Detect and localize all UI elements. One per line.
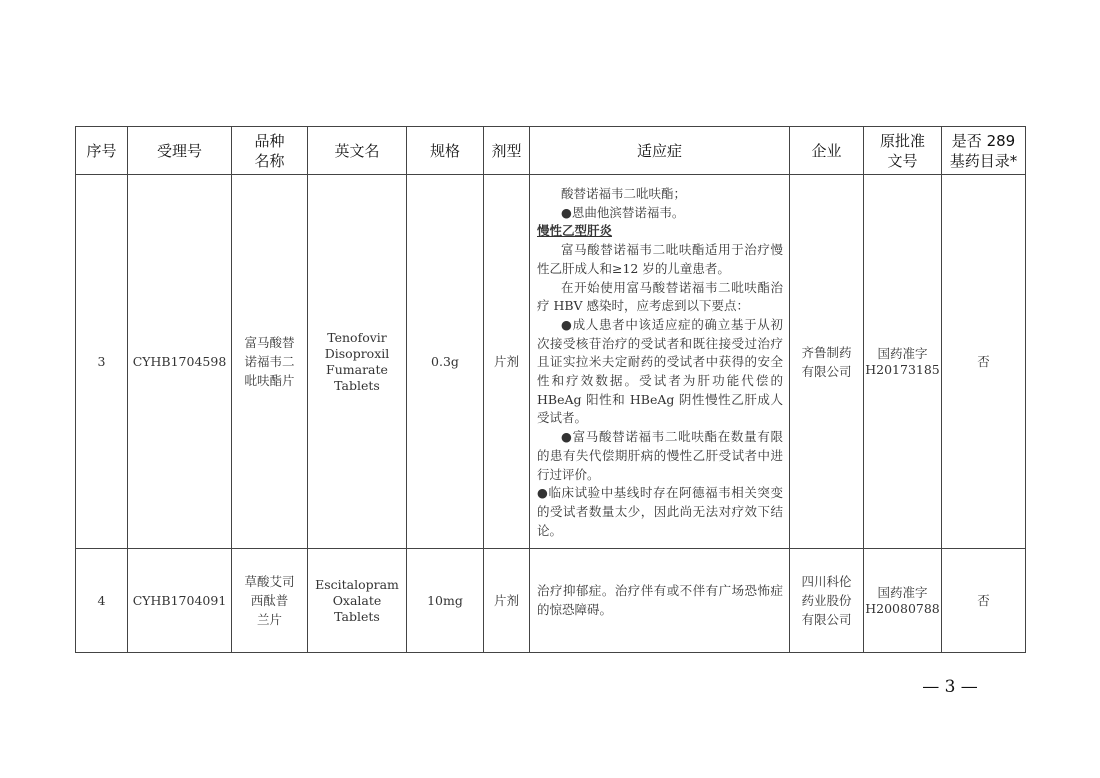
header-name-line-2: 名称 [254, 151, 285, 170]
cell-basic-drug: 否 [942, 549, 1026, 653]
table-row [76, 549, 1026, 653]
table-header-row [76, 127, 1026, 175]
page-number: — 3 — [922, 677, 978, 697]
cell-company-line: 有限公司 [801, 612, 852, 628]
indication-paragraph: ●富马酸替诺福韦二吡呋酯在数量有限的患有失代偿期肝病的慢性乙肝受试者中进行过评价。 [537, 429, 783, 482]
indication-paragraph: 酸替诺福韦二吡呋酯； [561, 186, 687, 201]
cell-name-line: 吡呋酯片 [244, 373, 295, 389]
header-seq-line: 序号 [86, 141, 117, 160]
header-form [484, 127, 530, 175]
cell-company-line: 有限公司 [801, 363, 852, 379]
cell-english-line: Tenofovir [327, 329, 387, 345]
cell-company-line: 四川科伦 [801, 574, 852, 590]
cell-seq: 4 [76, 549, 128, 653]
header-form-line: 剂型 [491, 141, 522, 160]
cell-indication [530, 175, 790, 549]
cell-approval-line: H20080788 [865, 600, 940, 616]
header-indication [530, 127, 790, 175]
header-accept-no-line: 受理号 [156, 141, 202, 160]
cell-approval-line: 国药准字 [877, 345, 928, 361]
cell-english-name [308, 549, 407, 653]
indication-paragraph: ●恩曲他滨替诺福韦。 [561, 204, 685, 220]
cell-basic-drug: 否 [942, 175, 1026, 549]
header-english-name-line: 英文名 [334, 141, 380, 160]
cell-english-line: Tablets [334, 608, 380, 624]
cell-english-line: Oxalate [332, 592, 382, 608]
indication-paragraph: 富马酸替诺福韦二吡呋酯适用于治疗慢性乙肝成人和≥12 岁的儿童患者。 [537, 242, 783, 276]
cell-approval-line: 国药准字 [877, 584, 928, 600]
cell-name-line: 西酞普 [250, 593, 289, 609]
drug-list-table [75, 126, 1026, 653]
cell-name [232, 175, 308, 549]
header-company-line: 企业 [811, 141, 842, 160]
cell-form: 片剂 [484, 175, 530, 549]
cell-approval-line: H20173185 [865, 361, 940, 377]
cell-company [790, 549, 864, 653]
header-basic-drug [942, 127, 1026, 175]
header-approval-line-1: 原批准 [879, 131, 925, 150]
header-indication-line: 适应症 [636, 141, 682, 160]
cell-spec: 10mg [407, 549, 484, 653]
header-accept-no [128, 127, 232, 175]
cell-name-line: 富马酸替 [244, 335, 295, 351]
cell-english-line: Escitalopram [315, 576, 399, 592]
header-spec-line: 规格 [429, 141, 460, 160]
cell-english-line: Disoproxil [324, 345, 390, 361]
cell-spec: 0.3g [407, 175, 484, 549]
indication-paragraph: 治疗抑郁症。治疗伴有或不伴有广场恐怖症的惊恐障碍。 [537, 583, 783, 617]
indication-paragraph: 在开始使用富马酸替诺福韦二吡呋酯治疗 HBV 感染时，应考虑到以下要点： [537, 279, 783, 314]
indication-heading: 慢性乙型肝炎 [537, 223, 613, 239]
cell-indication [530, 549, 790, 653]
cell-accept-no: CYHB1704598 [128, 175, 232, 549]
header-name-line-1: 品种 [254, 131, 285, 150]
cell-company-line: 齐鲁制药 [801, 344, 852, 360]
cell-seq: 3 [76, 175, 128, 549]
cell-company-line: 药业股份 [801, 593, 852, 609]
indication-paragraph: ●临床试验中基线时存在阿德福韦相关突变的受试者数量太少，因此尚无法对疗效下结论。 [537, 485, 783, 538]
cell-english-line: Fumarate [326, 361, 388, 377]
indication-paragraph: ●成人患者中该适应症的确立基于从初次接受核苷治疗的受试者和既往接受过治疗且证实拉米夫定耐药的受试者中获得的安全性和疗效数据。受试者为肝功能代偿的 HBeAg 阳性和 HBeAg 阴性慢性乙肝成人受试者。 [537, 316, 783, 426]
header-basic-drug-line-2: 基药目录* [949, 151, 1018, 170]
table-row [76, 175, 1026, 549]
header-approval [864, 127, 942, 175]
cell-name-line: 草酸艾司 [244, 574, 295, 590]
cell-name [232, 549, 308, 653]
header-company [790, 127, 864, 175]
cell-company [790, 175, 864, 549]
cell-accept-no: CYHB1704091 [128, 549, 232, 653]
cell-name-line: 诺福韦二 [244, 354, 295, 370]
cell-english-line: Tablets [334, 377, 380, 393]
cell-name-line: 兰片 [256, 612, 282, 628]
header-seq [76, 127, 128, 175]
header-spec [407, 127, 484, 175]
header-name [232, 127, 308, 175]
cell-english-name [308, 175, 407, 549]
cell-form: 片剂 [484, 549, 530, 653]
cell-approval [864, 549, 942, 653]
header-approval-line-2: 文号 [887, 151, 918, 170]
header-basic-drug-line-1: 是否 289 [951, 131, 1016, 150]
header-english-name [308, 127, 407, 175]
cell-approval [864, 175, 942, 549]
